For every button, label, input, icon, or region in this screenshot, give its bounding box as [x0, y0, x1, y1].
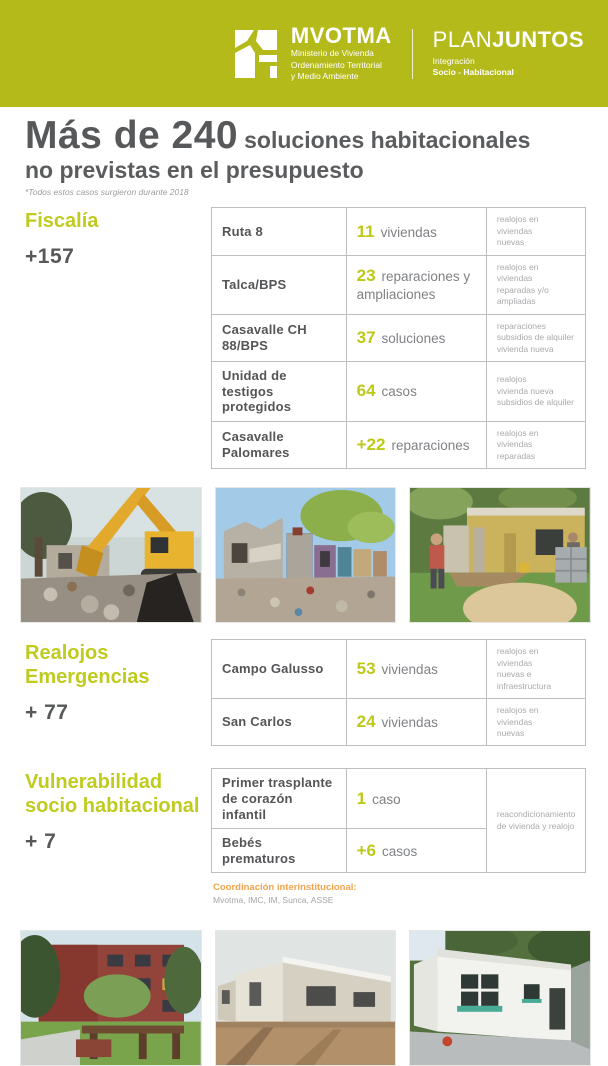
- fiscalia-count: +157: [25, 245, 75, 269]
- row-number: 23: [356, 265, 376, 285]
- note-line: realojos en viviendas: [496, 705, 539, 727]
- table-row: [212, 361, 586, 421]
- note-line: reparaciones: [496, 320, 547, 331]
- row-unit: viviendas: [381, 662, 438, 678]
- section-realojos: [0, 639, 608, 746]
- fiscalia-table: [211, 207, 586, 469]
- photo-demolished-houses: [215, 487, 397, 623]
- fiscalia-heading: [25, 207, 211, 469]
- realojos-table: [211, 639, 586, 746]
- row-value: [346, 361, 486, 421]
- row-note: [486, 255, 585, 314]
- note-line: realojos en viviendas: [496, 214, 539, 236]
- realojos-count: + 77: [25, 701, 69, 725]
- org-text: [291, 25, 392, 82]
- vulnerabilidad-table: [211, 768, 586, 873]
- photo-row-top: [0, 487, 608, 623]
- photo-brick-apartments: [20, 930, 202, 1066]
- row-note: [486, 314, 585, 361]
- note-line: nuevas: [496, 727, 525, 738]
- section-fiscalia: [0, 207, 608, 469]
- row-number: +6: [356, 840, 377, 860]
- photo-white-house: [409, 930, 591, 1066]
- row-label: Unidad de testigos protegidos: [212, 361, 347, 421]
- mvotma-logo-icon: [233, 28, 279, 80]
- row-value: [346, 640, 486, 699]
- headline-line2: no previstas en el presupuesto: [25, 157, 364, 183]
- vulnerabilidad-count: + 7: [25, 830, 57, 854]
- photo-houses-under-construction: [215, 930, 397, 1066]
- row-unit: caso: [372, 791, 401, 807]
- row-label: Casavalle CH 88/BPS: [212, 314, 347, 361]
- table-row: [212, 769, 586, 829]
- row-unit: casos: [382, 843, 418, 859]
- row-unit: reparaciones y ampliaciones: [356, 268, 471, 302]
- note-line: subsidios de alquiler: [496, 332, 574, 343]
- program-subtitle-line2: Socio - Habitacional: [432, 67, 514, 77]
- note-line: nuevas e infraestructura: [496, 669, 552, 691]
- table-row: [212, 255, 586, 314]
- photo-row-bottom: [0, 930, 608, 1066]
- header-band: [0, 0, 608, 107]
- row-value: [346, 208, 486, 255]
- row-unit: viviendas: [380, 224, 437, 240]
- program-name: [433, 29, 584, 51]
- note-line: vivienda nueva: [496, 385, 554, 396]
- row-number: 11: [356, 221, 375, 241]
- row-label: Bebés prematuros: [212, 829, 347, 873]
- header-divider: [412, 29, 413, 79]
- row-value: [346, 769, 486, 829]
- row-number: 53: [356, 659, 376, 679]
- row-label: Casavalle Palomares: [212, 421, 347, 468]
- title-block: [0, 107, 608, 197]
- coordination-body: Mvotma, IMC, IM, Sunca, ASSE: [213, 894, 334, 905]
- note-line: nuevas: [496, 237, 525, 248]
- row-number: 37: [356, 327, 376, 347]
- row-label: San Carlos: [212, 699, 347, 746]
- coordination-title: Coordinación interinstitucional:: [213, 882, 357, 894]
- program-subtitle-line1: Integración: [432, 56, 475, 67]
- row-note: [486, 208, 585, 255]
- vulnerabilidad-heading: [25, 768, 211, 905]
- row-value: [346, 699, 486, 746]
- note-line: realojos: [496, 374, 527, 385]
- page-title: [25, 116, 588, 155]
- row-note: [486, 699, 585, 746]
- brand-block: [233, 25, 584, 82]
- row-note: [486, 361, 585, 421]
- photo-workers-house: [409, 487, 591, 623]
- vulnerabilidad-title-line2: socio habitacional: [25, 795, 200, 818]
- note-line: realojos en viviendas: [496, 427, 539, 450]
- note-line: reparadas: [496, 450, 536, 461]
- realojos-title-line1: Realojos: [25, 642, 109, 665]
- row-note: [486, 640, 585, 699]
- footnote: *Todos estos casos surgieron durante 2018: [25, 187, 189, 198]
- row-number: 24: [356, 712, 376, 732]
- program-name-bold: JUNTOS: [492, 27, 584, 53]
- program-text: [433, 29, 584, 77]
- row-value: [346, 255, 486, 314]
- vulnerabilidad-title-line1: Vulnerabilidad: [25, 771, 163, 794]
- table-row: [212, 421, 586, 468]
- table-row: [212, 640, 586, 699]
- note-line: reacondicionamiento: [496, 809, 576, 820]
- row-unit: reparaciones: [391, 437, 470, 453]
- note-line: de vivienda y realojo: [496, 820, 575, 831]
- shared-note: [486, 769, 585, 873]
- note-line: vivienda nueva: [496, 343, 554, 354]
- org-name: MVOTMA: [290, 23, 392, 49]
- note-line: realojos en viviendas: [496, 646, 539, 668]
- table-row: [212, 208, 586, 255]
- fiscalia-title: Fiscalía: [25, 210, 99, 233]
- row-unit: viviendas: [381, 715, 438, 731]
- program-name-light: PLAN: [432, 27, 493, 53]
- row-label: Talca/BPS: [212, 255, 347, 314]
- section-vulnerabilidad: [0, 768, 608, 905]
- headline-rest: soluciones habitacionales: [244, 127, 531, 153]
- org-subtitle-line3: y Medio Ambiente: [290, 71, 359, 82]
- coordination-block: [211, 882, 586, 905]
- row-number: 64: [356, 381, 376, 401]
- headline-number: Más de 240: [25, 114, 239, 157]
- row-label: Ruta 8: [212, 208, 347, 255]
- note-line: realojos en viviendas: [496, 261, 539, 284]
- photo-excavator-demolition: [20, 487, 202, 623]
- row-value: [346, 421, 486, 468]
- row-note: [486, 421, 585, 468]
- row-unit: soluciones: [381, 330, 446, 346]
- realojos-title-line2: Emergencias: [25, 666, 150, 689]
- row-label: Primer trasplante de corazón infantil: [212, 769, 347, 829]
- row-number: 1: [356, 788, 367, 808]
- note-line: reparadas y/o ampliadas: [496, 284, 549, 307]
- note-line: subsidios de alquiler: [496, 397, 574, 408]
- org-subtitle-line2: Ordenamiento Territorial: [290, 59, 382, 70]
- org-subtitle-line1: Ministerio de Vivienda: [290, 48, 374, 59]
- row-unit: casos: [381, 384, 417, 400]
- realojos-heading: [25, 639, 211, 746]
- table-row: [212, 314, 586, 361]
- row-label: Campo Galusso: [212, 640, 347, 699]
- row-number: +22: [356, 434, 386, 454]
- row-value: [346, 829, 486, 873]
- table-row: [212, 699, 586, 746]
- row-value: [346, 314, 486, 361]
